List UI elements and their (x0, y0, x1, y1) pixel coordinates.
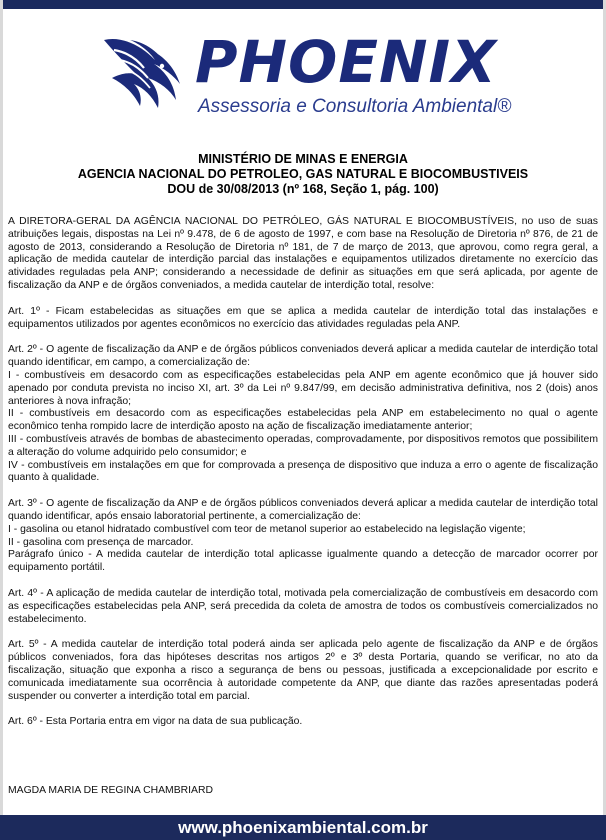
footer-website-link[interactable]: www.phoenixambiental.com.br (178, 818, 428, 837)
heading-publication: DOU de 30/08/2013 (nº 168, Seção 1, pág. 100) (167, 182, 439, 196)
document-heading (0, 152, 606, 197)
article-1: Art. 1º - Ficam estabelecidas as situações em que se aplica a medida cautelar de interdição total das instalações e equipamentos utilizados por agentes econômicos no exercício das atividades reguladas pela ANP. (8, 305, 598, 330)
phoenix-bird-icon (100, 30, 190, 110)
article-2-item-i: I - combustíveis em desacordo com as especificações estabelecidas pela ANP em agente econômico que já houver sido apenado por conduta prevista no inciso XI, art. 3º da Lei nº 9.847/99, em decisão administrativa definitiva, nos 2 (dois) anos anteriores à nova infração; (8, 369, 598, 407)
article-2-item-iv: IV - combustíveis em instalações em que for comprovada a presença de dispositivo que induza a erro o agente de fiscalização quanto à qualidade. (8, 459, 598, 484)
article-2-item-ii: II - combustíveis em desacordo com as especificações estabelecidas pela ANP em estabelecimento no qual o agente econômico tenha rompido lacre de interdição aposto na ação de fiscalização imediatamente anterior; (8, 408, 598, 433)
top-bar (0, 0, 606, 9)
article-3 (8, 498, 598, 575)
article-2-item-iii: III - combustíveis através de bombas de abastecimento operadas, comprovadamente, por dispositivos remotos que possibilitem a alteração do volume adquirido pelo consumidor; e (8, 433, 598, 458)
article-2 (8, 344, 598, 485)
heading-agency: AGENCIA NACIONAL DO PETROLEO, GAS NATURAL E BIOCOMBUSTIVEIS (77, 167, 529, 181)
document-body (8, 216, 598, 742)
article-3-intro: Art. 3º - O agente de fiscalização da ANP e de órgãos públicos conveniados deverá aplicar a medida cautelar de interdição total quando identificar, após ensaio laboratorial pertinente, a comercialização de: (8, 498, 598, 522)
article-2-intro: Art. 2º - O agente de fiscalização da ANP e de órgãos públicos conveniados deverá aplicar a medida cautelar de interdição total quando identificar, em campo, a comercialização de: (8, 344, 598, 369)
preamble-paragraph: A DIRETORA-GERAL DA AGÊNCIA NACIONAL DO PETRÓLEO, GÁS NATURAL E BIOCOMBUSTÍVEIS, no uso de suas atribuições legais, dispostas na Lei nº 9.478, de 6 de agosto de 1997, e com base na Resolução de Diretoria nº 876, de 21 de agosto de 2013, considerando a Resolução de Diretoria nº 181, de 7 de março de 2013, que aprovou, como regra geral, a aplicação de medida cautelar de interdição parcial das instalações e equipamentos utilizados diretamente no exercício das atividades reguladas pela ANP; considerando a necessidade de definir as situações em que será aplicada, por agente de fiscalização da ANP e de órgãos conveniados, a medida cautelar de interdição total, resolve: (8, 216, 598, 291)
article-3-item-ii: II - gasolina com presença de marcador. (8, 536, 194, 548)
company-logo (100, 22, 520, 132)
heading-ministry: MINISTÉRIO DE MINAS E ENERGIA (198, 152, 408, 166)
article-5: Art. 5º - A medida cautelar de interdição total poderá ainda ser aplicada pelo agente de fiscalização da ANP e de órgãos públicos conveniados, fora das hipóteses descritas nos artigos 2º e 3º desta Portaria, quando se verificar, no ato da fiscalização, situação que exponha a risco a segurança de bens ou pessoas, justificada a excepcionalidade por escrito e comunicada imediatamente sua ocorrência à autoridade competente da ANP, que diante das razões apresentadas poderá suspender ou converter a interdição total em parcial. (8, 639, 598, 702)
article-3-item-i: I - gasolina ou etanol hidratado combustível com teor de metanol superior ao estabelecido na legislação vigente; (8, 523, 526, 535)
footer-bar (0, 815, 606, 840)
brand-name: PHOENIX (195, 28, 497, 96)
signature-name: MAGDA MARIA DE REGINA CHAMBRIARD (8, 785, 213, 796)
article-4: Art. 4º - A aplicação de medida cautelar de interdição total, motivada pela comercialização de combustíveis em desacordo com as especificações estabelecidas pela ANP, será precedida da coleta de amostra de todos os combustíveis comercializados no estabelecimento. (8, 587, 598, 625)
article-3-paragraph: Parágrafo único - A medida cautelar de interdição total aplicasse igualmente quando a detecção de marcador ocorrer por equipamento portátil. (8, 549, 598, 574)
brand-tagline: Assessoria e Consultoria Ambiental® (198, 96, 512, 117)
article-6: Art. 6º - Esta Portaria entra em vigor na data de sua publicação. (8, 716, 303, 728)
